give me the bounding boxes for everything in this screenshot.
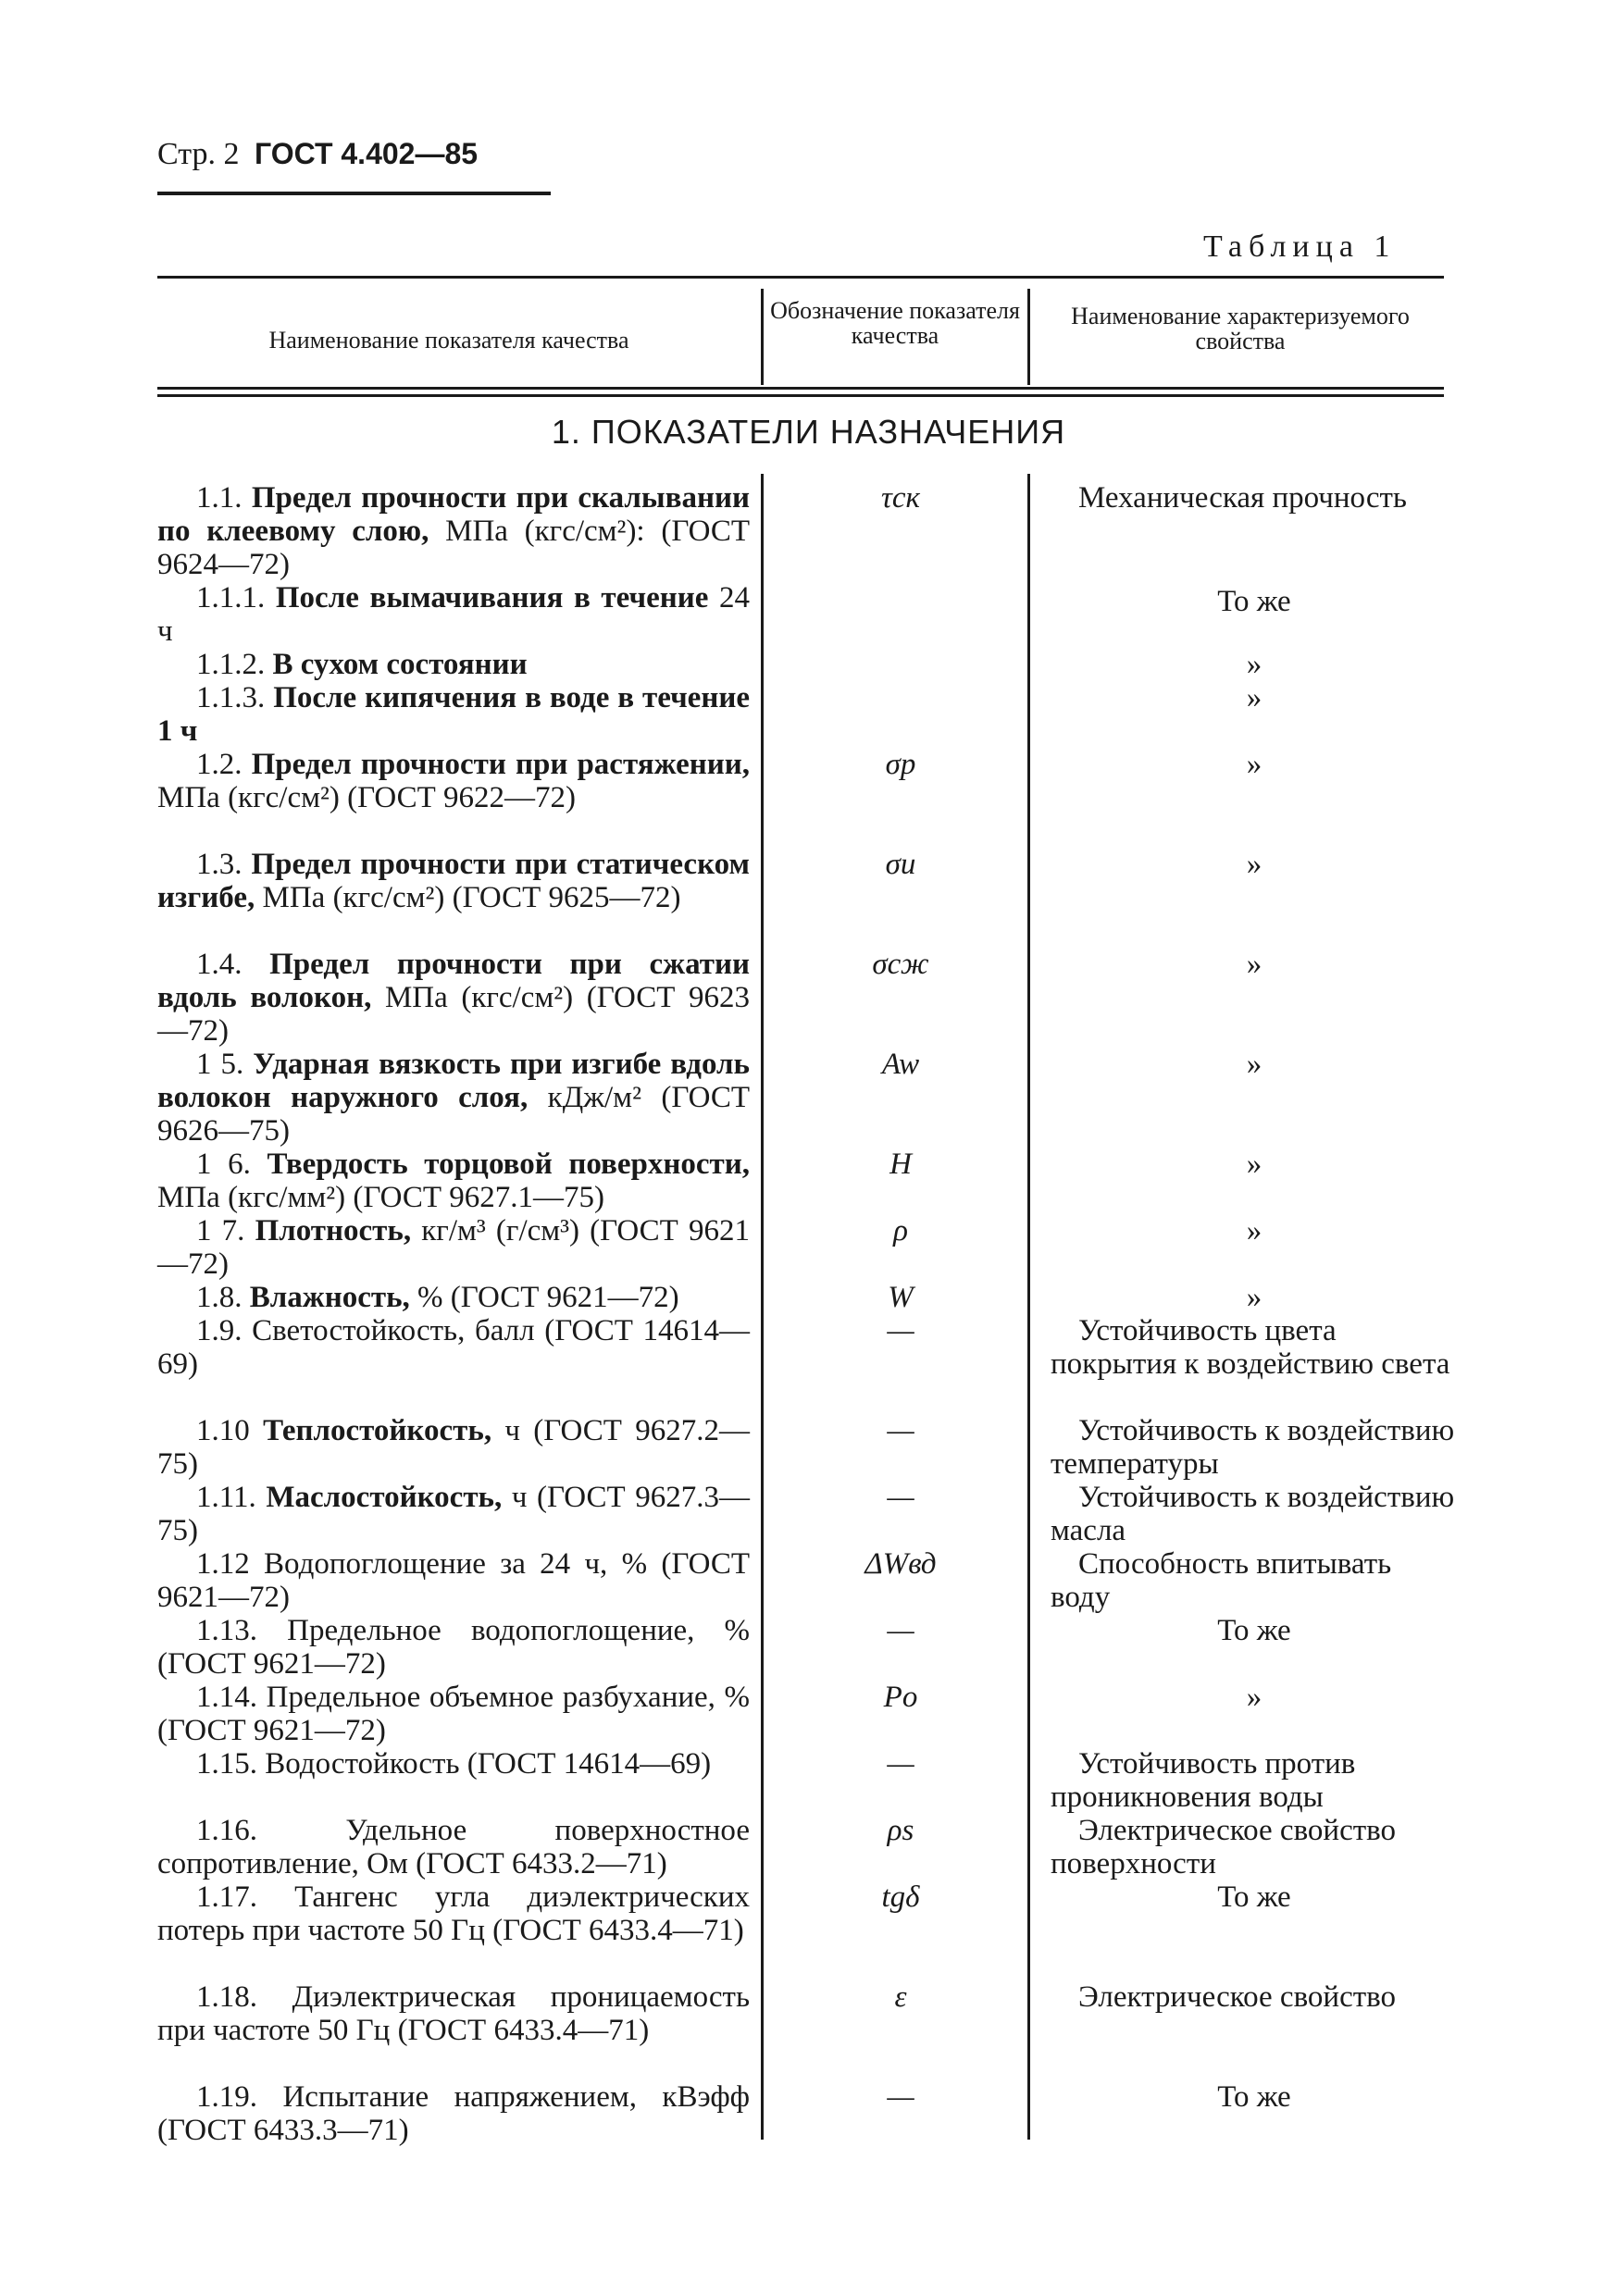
indicator-title: Предел прочности при растяжении, (251, 748, 751, 781)
indicator-name (157, 1814, 750, 1880)
indicator-name (157, 481, 750, 581)
indicator-details: ч (ГОСТ 9627.3—75) (157, 1481, 750, 1547)
characterized-property: » (1246, 948, 1263, 981)
indicator-designation: — (887, 1614, 914, 1647)
indicator-title: Плотность, (255, 1214, 412, 1247)
characterized-property: » (1246, 848, 1263, 881)
indicator-name (157, 1314, 750, 1381)
indicator-details: Водостойкость (ГОСТ 14614—69) (265, 1747, 712, 1781)
indicator-number: 1.16. (196, 1814, 346, 1847)
characterized-property: » (1246, 1281, 1263, 1314)
section-title: 1. ПОКАЗАТЕЛИ НАЗНАЧЕНИЯ (551, 413, 1066, 451)
characterized-property: То же (1217, 585, 1291, 618)
indicator-designation: σр (885, 748, 916, 781)
indicator-designation: Aw (881, 1048, 920, 1081)
indicator-details: Водопоглощение за 24 ч, % (ГОСТ 9621—72) (157, 1547, 751, 1614)
indicator-number: 1.17. (196, 1880, 295, 1914)
characterized-property: » (1246, 648, 1263, 681)
indicator-name (157, 1048, 750, 1148)
indicator-number: 1.1. (196, 481, 252, 515)
indicator-name (157, 1148, 750, 1214)
indicator-name (157, 648, 750, 681)
indicator-designation: ΔWвд (864, 1547, 937, 1581)
indicator-designation: — (887, 1314, 914, 1347)
indicator-designation: — (887, 1414, 914, 1447)
indicator-number: 1.15. (196, 1747, 266, 1781)
indicator-number: 1.18. (196, 1980, 292, 2014)
table-head-rule-1 (157, 387, 1444, 390)
indicator-name (157, 1880, 750, 1947)
indicator-number: 1.11. (196, 1481, 267, 1514)
indicator-name (157, 2080, 750, 2147)
indicator-title: После вымачивания в течение (275, 581, 709, 614)
indicator-details: Удельное поверхностное сопротивление, Ом (ГОСТ 6433.2—71) (157, 1814, 750, 1880)
indicator-title: В сухом состоянии (272, 648, 528, 681)
indicator-number: 1.14. (196, 1681, 267, 1714)
indicator-number: 1.9. (196, 1314, 253, 1347)
header-rule (157, 192, 551, 195)
indicator-title: Теплостойкость, (263, 1414, 492, 1447)
table-head-rule-2 (157, 394, 1444, 397)
column-divider-1 (761, 289, 764, 385)
indicator-name (157, 681, 750, 748)
table-label: Таблица 1 (1203, 230, 1397, 264)
indicator-name (157, 1214, 750, 1281)
indicator-number: 1.12 (196, 1547, 265, 1581)
indicator-name (157, 1747, 750, 1781)
column-divider-2-body (1027, 474, 1030, 2140)
indicator-title: Предел прочности при статическом изгибе, (157, 848, 751, 914)
indicator-name (157, 1414, 750, 1481)
characterized-property: Устойчивость цвета покрытия к воздействию света (1051, 1314, 1450, 1381)
column-header-designation: Обозначение показателя качества (770, 297, 1020, 350)
indicator-title: Влажность, (249, 1281, 410, 1314)
indicator-details: МПа (кгс/см²): (ГОСТ 9624—72) (157, 515, 750, 581)
indicator-number: 1.13. (196, 1614, 288, 1647)
column-header-name: Наименование показателя качества (268, 327, 629, 354)
indicator-designation: W (888, 1281, 914, 1314)
standard-number: ГОСТ 4.402—85 (255, 137, 479, 170)
indicator-details: МПа (кгс/см²) (ГОСТ 9625—72) (255, 881, 681, 914)
indicator-details: Светостойкость, балл (ГОСТ 14614—69) (157, 1314, 750, 1381)
indicator-designation: ε (894, 1980, 907, 2014)
indicator-name (157, 1281, 750, 1314)
indicator-title: Твердость торцовой поверхности, (267, 1148, 750, 1181)
column-divider-1-body (761, 474, 764, 2140)
indicator-title: Ударная вязкость при изгибе вдоль волокон наружного слоя, (157, 1048, 750, 1114)
characterized-property: » (1246, 1681, 1263, 1714)
characterized-property: Устойчивость к воздействию масла (1051, 1481, 1455, 1547)
indicator-designation: ρs (887, 1814, 914, 1847)
indicator-designation: σсж (872, 948, 929, 981)
indicator-number: 1.10 (196, 1414, 264, 1447)
indicator-name (157, 948, 750, 1048)
characterized-property: Способность впитывать воду (1051, 1547, 1392, 1614)
column-divider-2 (1027, 289, 1030, 385)
indicator-designation: — (887, 1481, 914, 1514)
characterized-property: Устойчивость к воздействию температуры (1051, 1414, 1455, 1481)
indicator-details: Испытание напряжением, кВэфф (ГОСТ 6433.3—71) (157, 2080, 750, 2147)
indicator-name (157, 748, 750, 814)
indicator-details: кДж/м² (ГОСТ 9626—75) (157, 1081, 750, 1148)
indicator-details: Диэлектрическая проницаемость при частоте 50 Гц (ГОСТ 6433.4—71) (157, 1980, 751, 2047)
indicator-designation: σи (885, 848, 916, 881)
indicator-name (157, 1481, 750, 1547)
indicator-designation: ρ (893, 1214, 908, 1247)
characterized-property: Электрическое свойство поверхности (1051, 1814, 1397, 1880)
indicator-name (157, 1980, 750, 2047)
indicator-number: 1 7. (196, 1214, 255, 1247)
indicator-details: Тангенс угла диэлектрических потерь при частоте 50 Гц (ГОСТ 6433.4—71) (157, 1880, 751, 1947)
indicator-name (157, 581, 750, 648)
indicator-name (157, 1614, 750, 1681)
indicator-name (157, 1681, 750, 1747)
characterized-property: » (1246, 1214, 1263, 1247)
indicator-designation: τск (881, 481, 920, 515)
characterized-property: » (1246, 748, 1263, 781)
indicator-designation: — (887, 1747, 914, 1781)
characterized-property: То же (1217, 1614, 1291, 1647)
indicator-details: МПа (кгс/см²) (ГОСТ 9622—72) (157, 781, 576, 814)
indicator-designation: H (889, 1148, 912, 1181)
indicator-details: кг/м³ (г/см³) (ГОСТ 9621—72) (157, 1214, 750, 1281)
indicator-details: 24 ч (157, 581, 751, 648)
indicator-number: 1.1.2. (196, 648, 273, 681)
page-header (157, 137, 478, 172)
characterized-property: Электрическое свойство (1078, 1980, 1397, 2014)
characterized-property: » (1246, 1048, 1263, 1081)
indicator-details: ч (ГОСТ 9627.2—75) (157, 1414, 750, 1481)
page-number: Стр. 2 (157, 137, 240, 171)
indicator-number: 1.2. (196, 748, 252, 781)
indicator-number: 1.4. (196, 948, 270, 981)
indicator-designation: — (887, 2080, 914, 2114)
characterized-property: » (1246, 1148, 1263, 1181)
indicator-number: 1.1.3. (196, 681, 274, 714)
indicator-title: После кипячения в воде в течение 1 ч (157, 681, 751, 748)
indicator-number: 1 5. (196, 1048, 254, 1081)
indicator-name (157, 848, 750, 914)
indicator-name (157, 1547, 750, 1614)
indicator-title: Маслостойкость, (266, 1481, 503, 1514)
indicator-details: % (ГОСТ 9621—72) (409, 1281, 679, 1314)
indicator-details: Предельное водопоглощение, % (ГОСТ 9621—72) (157, 1614, 751, 1681)
characterized-property: Устойчивость против проникновения воды (1051, 1747, 1356, 1814)
indicator-number: 1.8. (196, 1281, 250, 1314)
indicator-details: МПа (кгс/мм²) (ГОСТ 9627.1—75) (157, 1181, 604, 1214)
characterized-property: Механическая прочность (1078, 481, 1407, 515)
indicator-title: Предел прочности при скалывании по клеевому слою, (157, 481, 750, 548)
indicator-number: 1.19. (196, 2080, 283, 2114)
characterized-property: То же (1217, 1880, 1291, 1914)
indicator-title: Предел прочности при сжатии вдоль волокон, (157, 948, 750, 1014)
indicator-details: Предельное объемное разбухание, % (ГОСТ 9621—72) (157, 1681, 750, 1747)
indicator-designation: Po (883, 1681, 918, 1714)
indicator-designation: tgδ (881, 1880, 920, 1914)
indicator-number: 1.1.1. (196, 581, 276, 614)
characterized-property: То же (1217, 2080, 1291, 2114)
indicator-number: 1.3. (196, 848, 252, 881)
indicator-details: МПа (кгс/см²) (ГОСТ 9623—72) (157, 981, 750, 1048)
characterized-property: » (1246, 681, 1263, 714)
column-header-property: Наименование характеризуемого свойства (1071, 303, 1410, 355)
table-top-rule (157, 276, 1444, 279)
indicator-number: 1 6. (196, 1148, 267, 1181)
